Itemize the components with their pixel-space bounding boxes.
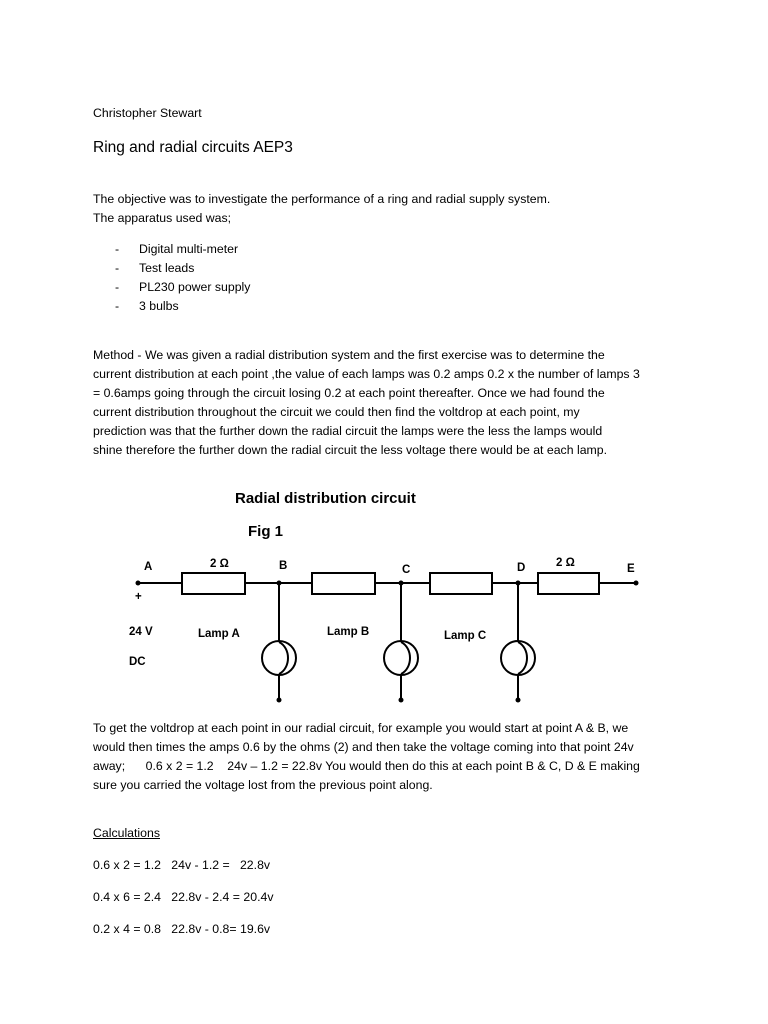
method-line: = 0.6amps going through the circuit losing 0.2 at each point thereafter. Once we had found the [93,386,605,400]
node-c-dot [399,581,404,586]
lamp-b-label: Lamp B [327,626,370,638]
node-label-a: A [144,561,153,573]
apparatus-item [93,240,250,259]
junction-dots [136,581,639,703]
resistor-label-1: 2 Ω [210,558,229,570]
node-label-d: D [517,562,526,574]
apparatus-item-text: PL230 power supply [139,280,251,294]
explanation-line: sure you carried the voltage lost from the previous point along. [93,778,433,792]
node-label-c: C [402,564,411,576]
node-d-dot [516,581,521,586]
bullet-dash: - [115,299,120,313]
resistor-3 [430,573,492,594]
lamp-b-icon [384,641,418,675]
bullet-dash: - [115,242,120,256]
lamp-c-terminal [516,698,521,703]
method-line: Method - We was given a radial distribution system and the first exercise was to determine the [93,348,605,362]
radial-circuit-figure [0,480,768,710]
explanation-paragraph [93,719,640,795]
method-paragraph [93,346,640,460]
lamp-c-icon [501,641,535,675]
node-b-dot [277,581,282,586]
resistor-4 [538,573,599,594]
calculation-line: 0.2 x 4 = 0.8 22.8v - 0.8= 19.6v [93,922,271,936]
explanation-line: To get the voltdrop at each point in our radial circuit, for example you would start at point A & B, we [93,721,629,735]
apparatus-item [93,278,250,297]
apparatus-item [93,259,250,278]
document-title: Ring and radial circuits AEP3 [93,139,293,156]
apparatus-item-text: 3 bulbs [139,299,179,313]
node-a-dot [136,581,141,586]
method-line: shine therefore the further down the radial circuit the less voltage there would be at each lamp. [93,443,608,457]
apparatus-list [93,240,250,316]
resistor-2 [312,573,375,594]
method-line: current distribution throughout the circuit we could then find the voltdrop at each point, my [93,405,580,419]
resistor-1 [182,573,245,594]
method-line: current distribution at each point ,the value of each lamps was 0.2 amps 0.2 x the number of lamps 3 [93,367,640,381]
explanation-line: away; 0.6 x 2 = 1.2 24v – 1.2 = 22.8v You would then do this at each point B & C, D & E making [93,759,640,773]
intro-line: The objective was to investigate the performance of a ring and radial supply system. [93,192,551,206]
intro-line: The apparatus used was; [93,211,232,225]
lamp-a-label: Lamp A [198,628,240,640]
figure-title: Radial distribution circuit [235,490,416,507]
bullet-dash: - [115,280,120,294]
node-label-b: B [279,560,288,572]
figure-caption: Fig 1 [248,523,284,540]
intro-paragraph [93,190,550,228]
author-name: Christopher Stewart [93,106,202,120]
apparatus-item [93,297,250,316]
resistor-label-2: 2 Ω [556,557,575,569]
apparatus-item-text: Digital multi-meter [139,242,239,256]
calculation-line: 0.4 x 6 = 2.4 22.8v - 2.4 = 20.4v [93,890,274,904]
explanation-line: would then times the amps 0.6 by the ohms (2) and then take the voltage coming into that point 24v [93,740,634,754]
lamp-c-label: Lamp C [444,630,487,642]
node-label-e: E [627,563,635,575]
apparatus-item-text: Test leads [139,261,195,275]
lamp-b-terminal [399,698,404,703]
bullet-dash: - [115,261,120,275]
calculations-heading: Calculations [93,826,160,840]
supply-type: DC [129,656,146,668]
supply-voltage: 24 V [129,626,153,638]
positive-terminal: + [135,591,142,603]
node-e-dot [634,581,639,586]
method-line: prediction was that the further down the radial circuit the lamps were the less the lamps would [93,424,603,438]
calculation-line: 0.6 x 2 = 1.2 24v - 1.2 = 22.8v [93,858,271,872]
lamp-a-terminal [277,698,282,703]
lamp-a-icon [262,641,296,675]
